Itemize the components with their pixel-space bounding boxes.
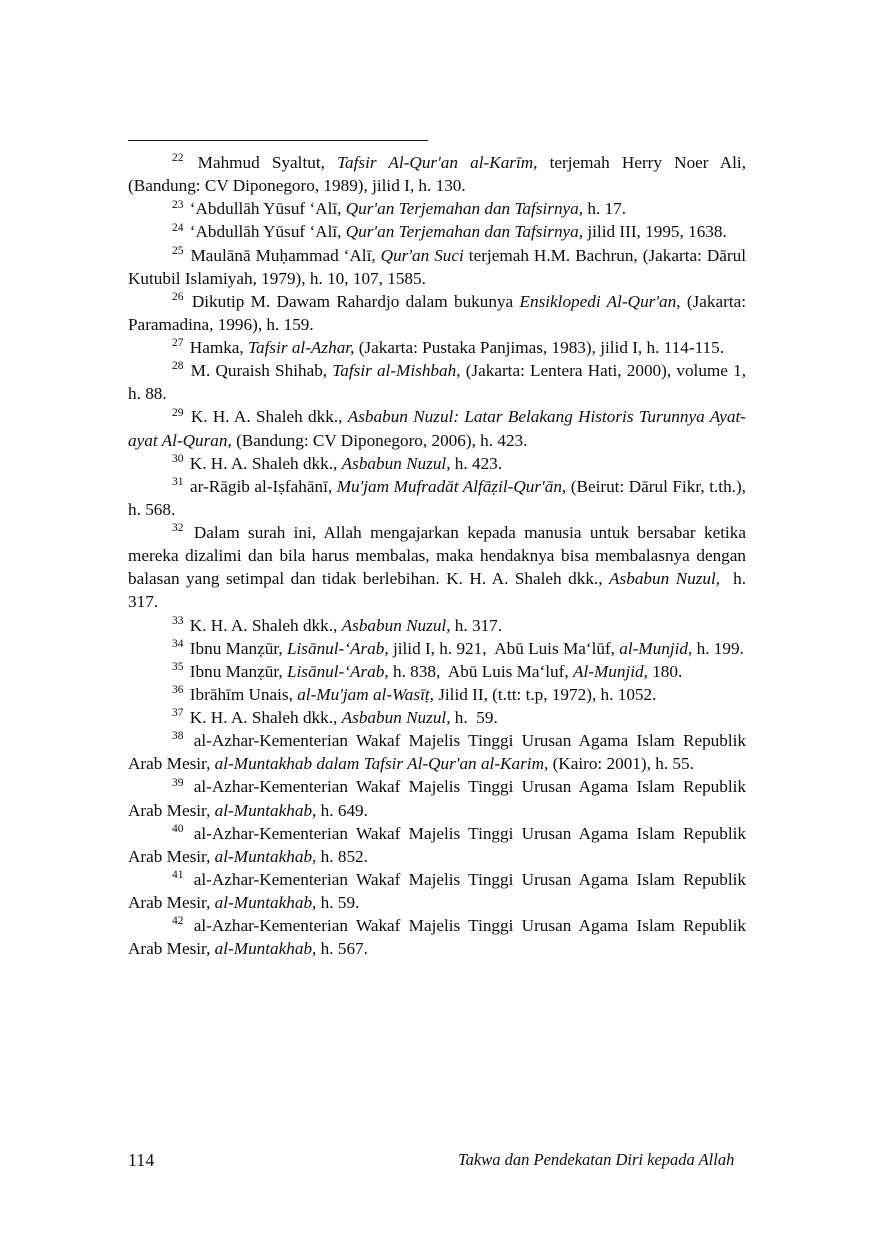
page-number: 114 [128,1150,155,1170]
footnote-entry [128,822,746,868]
footnote-marker: 26 [172,291,184,304]
footnote-entry [128,914,746,960]
footnote-text: Ibrāhīm Unais, al-Mu'jam al-Wasīṭ, Jilid II, (t.tt: t.p, 1972), h. 1052. [185,684,657,704]
footnote-text: K. H. A. Shaleh dkk., Asbabun Nuzul: Latar Belakang Historis Turunnya Ayat-ayat Al-Quran, (Bandung: CV Diponegoro, 2006), h. 423. [128,407,746,450]
footnote-entry [128,706,746,729]
footnote-entry [128,244,746,290]
footnote-marker: 31 [172,476,184,489]
footnote-text: Ibnu Manẓūr, Lisānul-‘Arab, jilid I, h. 921, Abū Luis Ma‘lūf, al-Munjid, h. 199. [185,638,744,658]
footnote-marker: 36 [172,684,184,697]
footnote-text: K. H. A. Shaleh dkk., Asbabun Nuzul, h. 59. [185,708,498,727]
footnote-entry [128,660,746,683]
footnote-marker: 29 [172,406,184,419]
footnote-marker: 23 [172,198,184,211]
page-footer [128,1150,746,1171]
footnote-text: Hamka, Tafsir al-Azhar, (Jakarta: Pustaka Panjimas, 1983), jilid I, h. 114-115. [185,338,725,357]
footnote-marker: 28 [172,360,184,373]
footnote-section [128,140,746,960]
footnote-marker: 35 [172,661,184,674]
footnote-entry [128,637,746,660]
footnote-marker: 42 [172,915,184,928]
footnote-text: ‘Abdullāh Yūsuf ‘Alī, Qur'an Terjemahan dan Tafsirnya, h. 17. [185,199,627,219]
running-title: Takwa dan Pendekatan Diri kepada Allah [458,1150,735,1169]
footnote-entry [128,336,746,359]
footnote-text: al-Azhar-Kementerian Wakaf Majelis Tinggi Urusan Agama Islam Republik Arab Mesir, al-Muntakhab, h. 649. [128,777,746,820]
footnote-marker: 27 [172,337,184,350]
footnote-marker: 34 [172,637,184,650]
footnote-marker: 25 [172,244,184,257]
footnote-entry [128,405,746,451]
footnote-entry [128,290,746,336]
footnote-list [128,151,746,960]
footnote-text: al-Azhar-Kementerian Wakaf Majelis Tinggi Urusan Agama Islam Republik Arab Mesir, al-Muntakhab, h. 852. [128,823,746,866]
footnote-marker: 38 [172,730,184,743]
footnote-entry [128,475,746,521]
footnote-text: Ibnu Manẓūr, Lisānul-‘Arab, h. 838, Abū Luis Ma‘luf, Al-Munjid, 180. [185,661,683,681]
footnote-text: Dalam surah ini, Allah mengajarkan kepada manusia untuk bersabar ketika mereka dizalimi dan bila harus membalas, maka hendaknya bisa membalasnya dengan balasan yang setimpal dan tidak berlebihan. K. H. A. Shaleh dkk., Asbabun Nuzul, h. 317. [128,523,746,612]
footnote-separator-rule [128,140,428,141]
footnote-text: Dikutip M. Dawam Rahardjo dalam bukunya Ensiklopedi Al-Qur'an, (Jakarta: Paramadina, 1996), h. 159. [128,291,747,334]
footnote-entry [128,775,746,821]
footnote-marker: 40 [172,822,184,835]
footnote-text: K. H. A. Shaleh dkk., Asbabun Nuzul, h. 423. [185,453,503,473]
footnote-entry [128,220,746,243]
footnote-marker: 30 [172,452,184,465]
footnote-marker: 33 [172,614,184,627]
footnote-entry [128,868,746,914]
footnote-entry [128,729,746,775]
footnote-text: ar-Rāgib al-Iṣfahānī, Mu'jam Mufradāt Alfāẓil-Qur'ān, (Beirut: Dārul Fikr, t.th.), h. 568. [128,476,746,519]
footnote-marker: 22 [172,152,184,165]
footnote-entry [128,151,746,197]
footnote-text: Mahmud Syaltut, Tafsir Al-Qur'an al-Karīm, terjemah Herry Noer Ali, (Bandung: CV Diponegoro, 1989), jilid I, h. 130. [128,153,747,196]
footnote-marker: 41 [172,869,184,882]
footnote-entry [128,521,746,614]
footnote-text: al-Azhar-Kementerian Wakaf Majelis Tinggi Urusan Agama Islam Republik Arab Mesir, al-Muntakhab, h. 59. [128,869,746,912]
footnote-marker: 32 [172,522,184,535]
footnote-entry [128,197,746,220]
footnote-marker: 37 [172,707,184,720]
footnote-entry [128,683,746,706]
footnote-text: M. Quraish Shihab, Tafsir al-Mishbah, (Jakarta: Lentera Hati, 2000), volume 1, h. 88. [128,361,746,404]
footnote-entry [128,452,746,475]
footnote-text: al-Azhar-Kementerian Wakaf Majelis Tinggi Urusan Agama Islam Republik Arab Mesir, al-Muntakhab dalam Tafsir Al-Qur'an al-Karim, (Kairo: 2001), h. 55. [128,731,746,774]
footnote-text: K. H. A. Shaleh dkk., Asbabun Nuzul, h. 317. [185,615,503,635]
footnote-text: ‘Abdullāh Yūsuf ‘Alī, Qur'an Terjemahan dan Tafsirnya, jilid III, 1995, 1638. [185,222,727,242]
footnote-entry [128,359,746,405]
footnote-marker: 39 [172,776,184,789]
footnote-entry [128,614,746,637]
footnote-text: Maulānā Muḥammad ‘Alī, Qur'an Suci terjemah H.M. Bachrun, (Jakarta: Dārul Kutubil Islamiyah, 1979), h. 10, 107, 1585. [128,245,747,288]
footnote-marker: 24 [172,221,184,234]
footnote-text: al-Azhar-Kementerian Wakaf Majelis Tinggi Urusan Agama Islam Republik Arab Mesir, al-Muntakhab, h. 567. [128,916,746,959]
